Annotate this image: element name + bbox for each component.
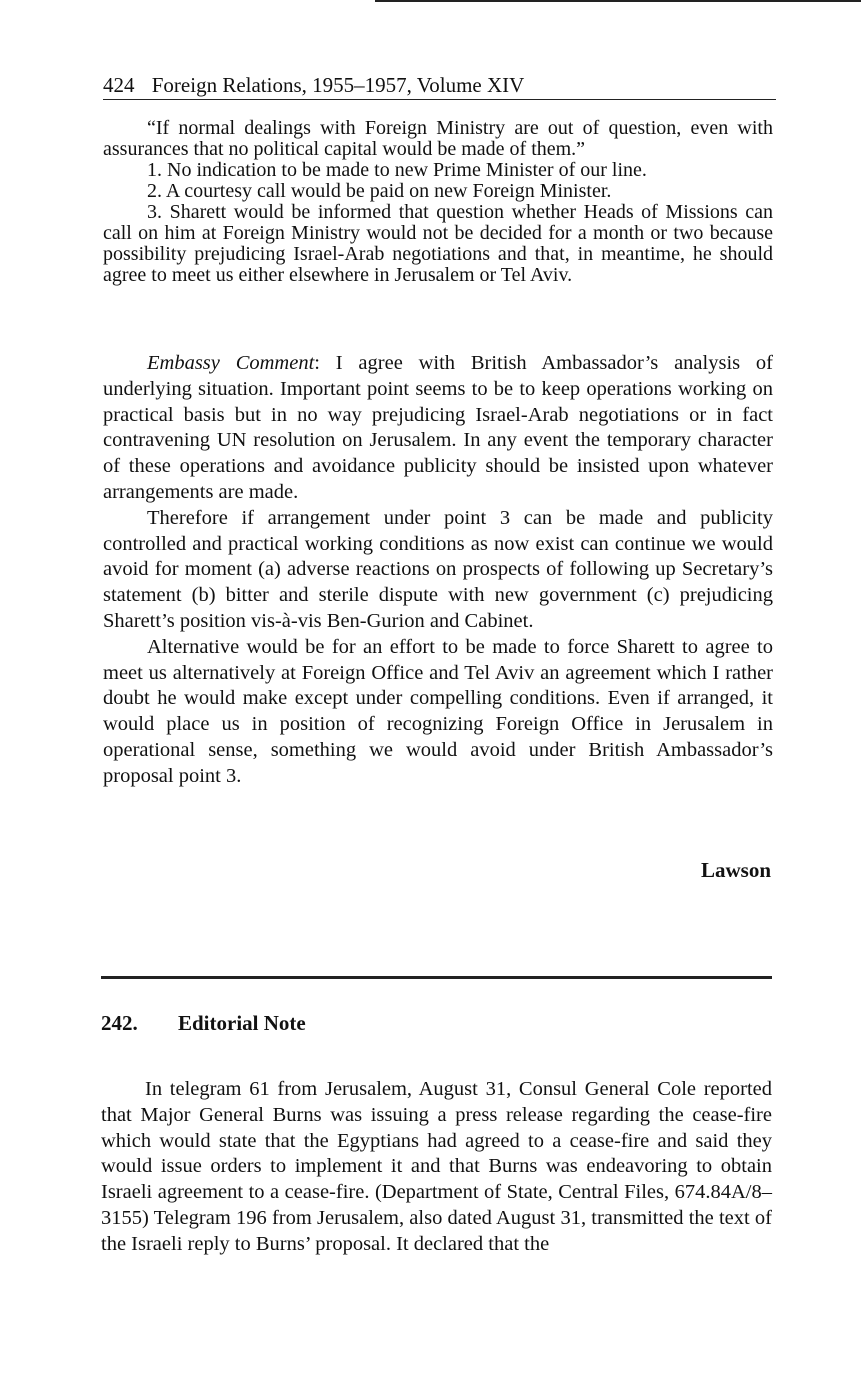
comment-paragraph-3: Alternative would be for an effort to be made to force Sharett to agree to meet us alternatively at Foreign Office and Tel Aviv an agreement which I rather doubt he would make except under compelling conditions. Even if arranged, it would place us in position of recognizing Foreign Office in Jerusalem in operational sense, something we would avoid under British Ambassador’s proposal point 3.: [103, 635, 773, 787]
quote-opening: “If normal dealings with Foreign Ministry are out of question, even with assurances that no political capital would be made of them.”: [103, 117, 773, 160]
section-heading: [101, 1011, 306, 1036]
section-divider: [101, 976, 772, 979]
comment-paragraph-2: Therefore if arrangement under point 3 can be made and publicity controlled and practical working conditions as now exist can continue we would avoid for moment (a) adverse reactions on prospects of following up Secretary’s statement (b) bitter and sterile dispute with new government (c) prejudicing Sharett’s position vis-à-vis Ben-Gurion and Cabinet.: [103, 506, 773, 632]
section-title: Editorial Note: [178, 1011, 306, 1035]
editorial-note-body: [101, 1077, 772, 1258]
quote-item-1: 1. No indication to be made to new Prime Minister of our line.: [147, 159, 647, 181]
top-edge-rule: [375, 0, 861, 2]
section-number: 242.: [101, 1011, 138, 1035]
quote-item-3: 3. Sharett would be informed that question whether Heads of Missions can call on him at Foreign Ministry would not be decided for a month or two because possibility prejudicing Israel-Arab negotiations and that, in meantime, he should agree to meet us either elsewhere in Jerusalem or Tel Aviv.: [103, 201, 773, 286]
volume-title: Foreign Relations, 1955–1957, Volume XIV: [151, 73, 525, 97]
comment-paragraph-1: [103, 351, 773, 506]
page-number: 424: [103, 73, 135, 97]
comment-paragraph-1-text: : I agree with British Ambassador’s analysis of underlying situation. Important point seems to be to keep operations working on practical basis but in no way prejudicing Israel-Arab negotiations or in fact contravening UN resolution on Jerusalem. In any event the temporary character of these operations and avoidance publicity should be insisted upon whatever arrangements are made.: [103, 352, 774, 503]
quoted-telegram: [103, 118, 773, 286]
embassy-comment: [103, 351, 773, 790]
quote-item-2: 2. A courtesy call would be paid on new Foreign Minister.: [147, 180, 612, 202]
running-head: [103, 72, 776, 100]
editorial-note-paragraph: In telegram 61 from Jerusalem, August 31, Consul General Cole reported that Major General Burns was issuing a press release regarding the cease-fire which would state that the Egyptians had agreed to a cease-fire and said they would issue orders to implement it and that Burns was endeavoring to obtain Israeli agreement to a cease-fire. (Department of State, Central Files, 674.84A/8–3155) Telegram 196 from Jerusalem, also dated August 31, transmitted the text of the Israeli reply to Burns’ proposal. It declared that the: [101, 1078, 772, 1255]
signature: Lawson: [700, 858, 771, 882]
comment-label: Embassy Comment: [147, 352, 315, 374]
